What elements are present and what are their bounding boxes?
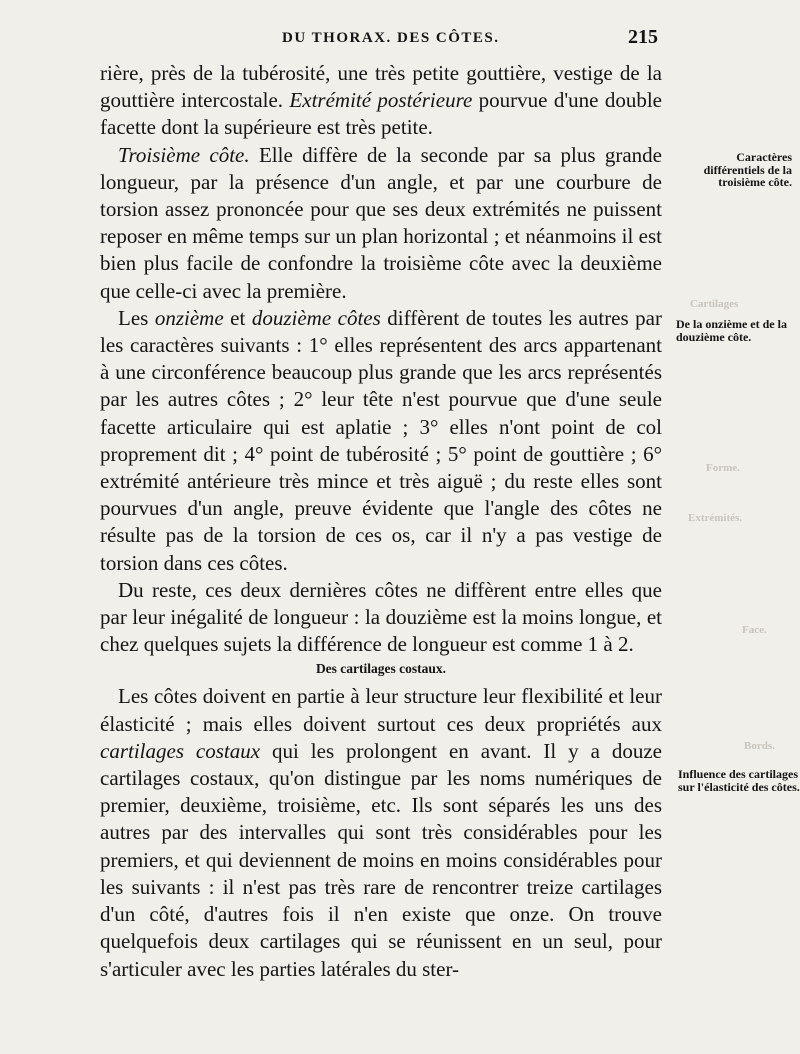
bleed-through-text: Forme.	[706, 462, 740, 474]
paragraph-eleventh-twelfth: Les onzième et douzième côtes diffèrent de toutes les autres par les caractères suivants : 1° elles représentent des arcs appartenant à une circonférence beaucoup plus grande que les arcs représentés par les autres côtes ; 2° leur tête n'est pourvue que d'une seule facette articulaire qui est aplatie ; 3° elles n'ont point de col proprement dit ; 4° point de tubérosité ; 5° point de gouttière ; 6° extrémité antérieure très mince et très aiguë ; du reste elles sont pourvues d'un angle, preuve évidente que l'angle des côtes ne résulte pas de la torsion de ces os, car il n'y a pas vestige de torsion dans ces côtes.	[100, 305, 662, 575]
bleed-through-text: Face.	[742, 624, 767, 636]
section-heading: Des cartilages costaux.	[315, 661, 447, 677]
paragraph-third-rib: Troisième côte. Elle diffère de la seconde par sa plus grande longueur, par la présence d'un angle, et par une courbure de torsion assez prononcée pour que ses deux extrémités ne puissent reposer en même temps sur un plan horizontal ; et néanmoins il est bien plus facile de confondre la troisième côte avec la deuxième que celle-ci avec la première.	[100, 142, 663, 303]
running-header	[0, 28, 800, 56]
running-title: DU THORAX. DES CÔTES.	[282, 30, 500, 46]
italic-term: cartilages costaux	[100, 738, 261, 763]
paragraph-cartilages: Les côtes doivent en partie à leur structure leur flexibilité et leur élasticité ; mais elles doivent surtout ces deux propriétés aux cartilages costaux qui les prolongent en avant. Il y a douze cartilages costaux, qu'on distingue par les noms numériques de premier, deuxième, troisième, etc. Ils sont séparés les uns des autres par des intervalles qui sont très considérables pour les premiers, et qui deviennent de moins en moins considérables pour les suivants : il n'est pas très rare de rencontrer treize cartilages d'un côté, d'autres fois il n'en existe que onze. On trouve quelquefois deux cartilages qui se réunissent en un seul, pour s'articuler avec les parties latérales du ster-	[100, 684, 662, 981]
italic-term: douzième côtes	[251, 305, 381, 330]
italic-term: Extrémité postérieure	[289, 88, 473, 113]
body-text	[100, 60, 662, 983]
paragraph-continued: rière, près de la tubérosité, une très petite gouttière, vestige de la gouttière intercostale. Extrémité postérieure pourvue d'une double facette dont la supérieure est très petite.	[100, 61, 662, 140]
margin-note: Caractères différentiels de la troisième côte.	[703, 150, 792, 189]
margin-note: Influence des cartilages sur l'élasticité des côtes.	[678, 767, 800, 794]
page-number: 215	[628, 26, 658, 48]
italic-term: Troisième côte.	[118, 142, 250, 167]
bleed-through-text: Extrémités.	[688, 512, 743, 524]
bleed-through-text: Cartilages	[690, 298, 739, 310]
paragraph-length: Du reste, ces deux dernières côtes ne diffèrent entre elles que par leur inégalité de longueur : la douzième est la moins longue, et chez quelques sujets la différence de longueur est comme 1 à 2.	[100, 577, 662, 657]
bleed-through-text: Bords.	[744, 740, 775, 752]
margin-note: De la onzième et de la douzième côte.	[676, 317, 787, 344]
italic-term: onzième	[154, 305, 224, 330]
